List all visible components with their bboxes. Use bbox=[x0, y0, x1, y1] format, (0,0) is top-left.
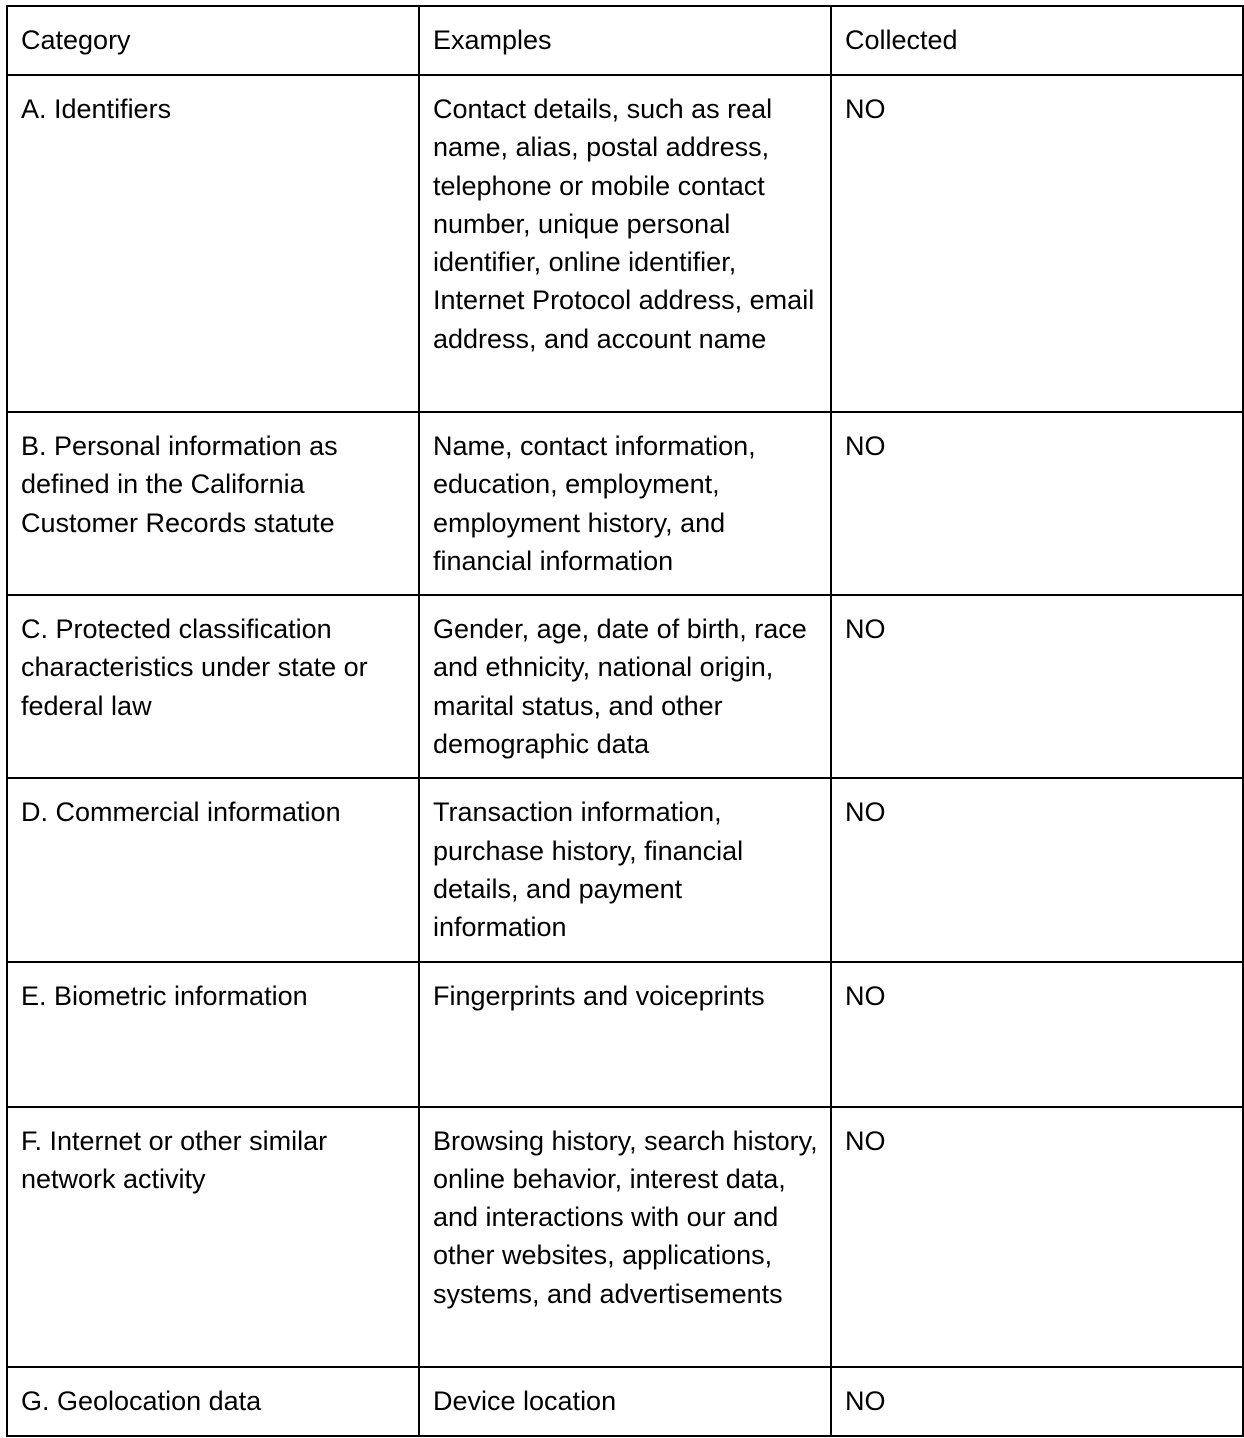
collected-cell: NO bbox=[831, 1107, 1243, 1367]
collected-cell: NO bbox=[831, 1367, 1243, 1436]
category-cell: G. Geolocation data bbox=[7, 1367, 419, 1436]
header-examples: Examples bbox=[419, 6, 831, 75]
table-row bbox=[7, 1367, 1243, 1436]
header-collected: Collected bbox=[831, 6, 1243, 75]
table-row bbox=[7, 595, 1243, 778]
collected-cell: NO bbox=[831, 962, 1243, 1107]
collected-cell: NO bbox=[831, 778, 1243, 961]
collected-cell: NO bbox=[831, 75, 1243, 412]
category-cell: A. Identifiers bbox=[7, 75, 419, 412]
examples-cell: Browsing history, search history, online behavior, interest data, and interactions with our and other websites, applications, systems, and advertisements bbox=[419, 1107, 831, 1367]
table-row bbox=[7, 412, 1243, 595]
examples-cell: Contact details, such as real name, alias, postal address, telephone or mobile contact number, unique personal identifier, online identifier, Internet Protocol address, email address, and account name bbox=[419, 75, 831, 412]
header-category: Category bbox=[7, 6, 419, 75]
table-row bbox=[7, 778, 1243, 961]
category-cell: D. Commercial information bbox=[7, 778, 419, 961]
collected-cell: NO bbox=[831, 595, 1243, 778]
category-cell: C. Protected classification characteristics under state or federal law bbox=[7, 595, 419, 778]
category-cell: E. Biometric information bbox=[7, 962, 419, 1107]
table-row bbox=[7, 1107, 1243, 1367]
examples-cell: Device location bbox=[419, 1367, 831, 1436]
examples-cell: Transaction information, purchase history, financial details, and payment information bbox=[419, 778, 831, 961]
category-cell: F. Internet or other similar network activity bbox=[7, 1107, 419, 1367]
examples-cell: Name, contact information, education, employment, employment history, and financial information bbox=[419, 412, 831, 595]
table-header-row bbox=[7, 6, 1243, 75]
category-cell: B. Personal information as defined in the California Customer Records statute bbox=[7, 412, 419, 595]
examples-cell: Gender, age, date of birth, race and ethnicity, national origin, marital status, and other demographic data bbox=[419, 595, 831, 778]
table-row bbox=[7, 75, 1243, 412]
data-categories-table bbox=[6, 5, 1244, 1437]
table-row bbox=[7, 962, 1243, 1107]
collected-cell: NO bbox=[831, 412, 1243, 595]
examples-cell: Fingerprints and voiceprints bbox=[419, 962, 831, 1107]
